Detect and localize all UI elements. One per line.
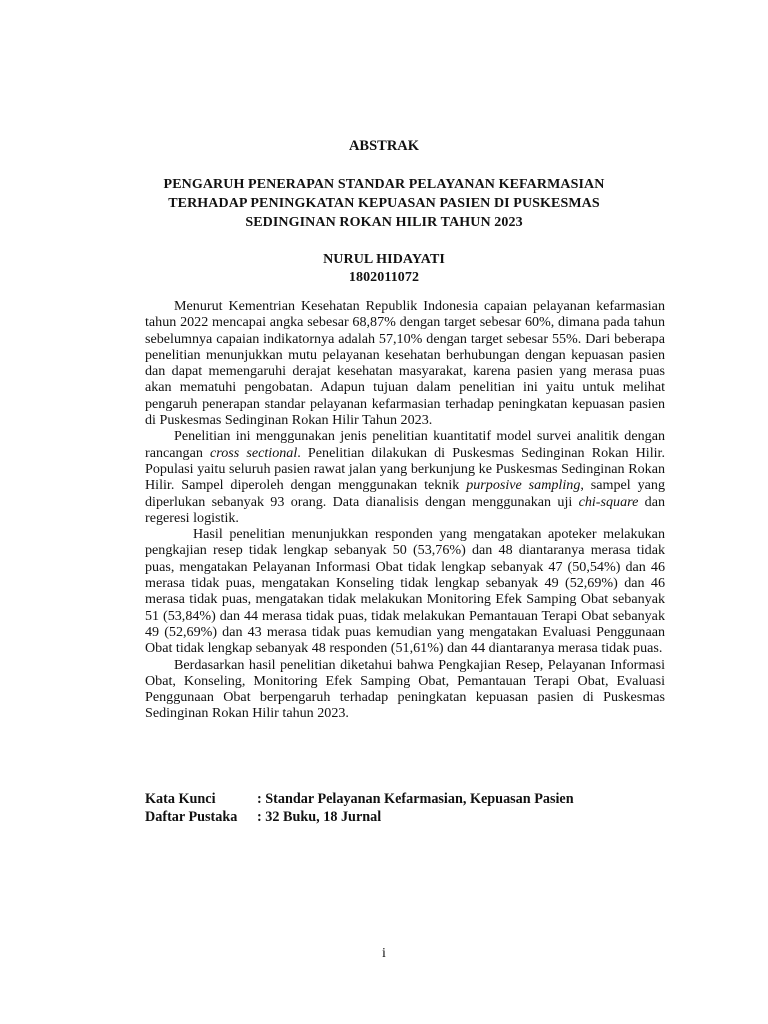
author-id: 1802011072	[348, 270, 420, 285]
title-line-2: TERHADAP PENINGKATAN KEPUASAN PASIEN DI PUSKESMAS	[168, 196, 600, 211]
title-line-3: SEDINGINAN ROKAN HILIR TAHUN 2023	[245, 215, 523, 230]
references-value: : 32 Buku, 18 Jurnal	[257, 809, 382, 825]
references-label: Daftar Pustaka	[145, 809, 238, 825]
paragraph-1: Menurut Kementrian Kesehatan Republik Indonesia capaian pelayanan kefarmasian tahun 2022 mencapai angka sebesar 68,87% dengan target sebesar 60%, dimana pada tahun sebelumnya capaian indikatornya adalah 57,10% dengan target sebesar 55%. Dari beberapa penelitian menunjukkan mutu pelayanan kesehatan berhubungan dengan kepuasan pasien dan dapat memengaruhi derajat kesehatan masyarakat, karena pasien yang merasa puas akan mematuhi pengobatan. Adapun tujuan dalam penelitian ini yaitu untuk melihat pengaruh penerapan standar pelayanan kefarmasian terhadap peningkatan kepuasan pasien di Puskesmas Sedinginan Rokan Hilir Tahun 2023.	[145, 298, 665, 429]
p2-text-1: Penelitian ini menggunakan jenis penelitian kuantitatif model survei analitik dengan rancangan	[145, 428, 665, 461]
keywords-row	[145, 790, 665, 808]
keywords-value: : Standar Pelayanan Kefarmasian, Kepuasan Pasien	[257, 791, 574, 807]
paragraph-2	[145, 428, 665, 526]
keywords-block	[145, 790, 665, 826]
paragraph-4: Berdasarkan hasil penelitian diketahui bahwa Pengkajian Resep, Pelayanan Informasi Obat, Konseling, Monitoring Efek Samping Obat, Pemantauan Terapi Obat, Evaluasi Penggunaan Obat berpengaruh terhadap peningkatan kepuasan pasien di Puskesmas Sedinginan Rokan Hilir tahun 2023.	[145, 656, 665, 722]
p2-italic-purposive-sampling: purposive sampling	[466, 477, 581, 494]
p2-text-3: , sampel yang diperlukan sebanyak 93 orang. Data dianalisis dengan menggunakan uji	[145, 477, 665, 510]
p2-text-2: . Penelitian dilakukan di Puskesmas Sedinginan Rokan Hilir. Populasi yaitu seluruh pasien rawat jalan yang berkunjung ke Puskesmas Sedinginan Rokan Hilir. Sampel diperoleh dengan menggunakan teknik	[145, 444, 665, 494]
paragraph-3: Hasil penelitian menunjukkan responden yang mengatakan apoteker melakukan pengkajian resep tidak lengkap sebanyak 50 (53,76%) dan 48 diantaranya merasa tidak puas, mengatakan Pelayanan Informasi Obat tidak lengkap sebanyak 47 (50,54%) dan 46 merasa tidak puas, mengatakan Konseling tidak lengkap sebanyak 49 (52,69%) dan 46 merasa tidak puas, mengatakan tidak melakukan Monitoring Efek Samping Obat sebanyak 51 (53,84%) dan 44 merasa tidak puas, tidak melakukan Pemantauan Terapi Obat sebanyak 49 (52,69%) dan 43 merasa tidak puas kemudian yang mengatakan Evaluasi Penggunaan Obat tidak lengkap sebanyak 48 responden (51,61%) dan 44 diantaranya merasa tidak puas.	[145, 526, 665, 657]
p2-italic-chi-square: chi-square	[578, 493, 639, 510]
abstract-heading: ABSTRAK	[348, 138, 420, 154]
p2-italic-cross-sectional: cross sectional	[210, 444, 298, 461]
title-line-1: PENGARUH PENERAPAN STANDAR PELAYANAN KEFARMASIAN	[163, 177, 605, 192]
references-row	[145, 808, 665, 826]
p2-text-4: dan regeresi logistik.	[145, 493, 665, 526]
page-number: i	[382, 946, 386, 961]
keywords-label: Kata Kunci	[145, 791, 216, 807]
author-name: NURUL HIDAYATI	[323, 252, 445, 267]
abstract-body	[145, 298, 665, 722]
